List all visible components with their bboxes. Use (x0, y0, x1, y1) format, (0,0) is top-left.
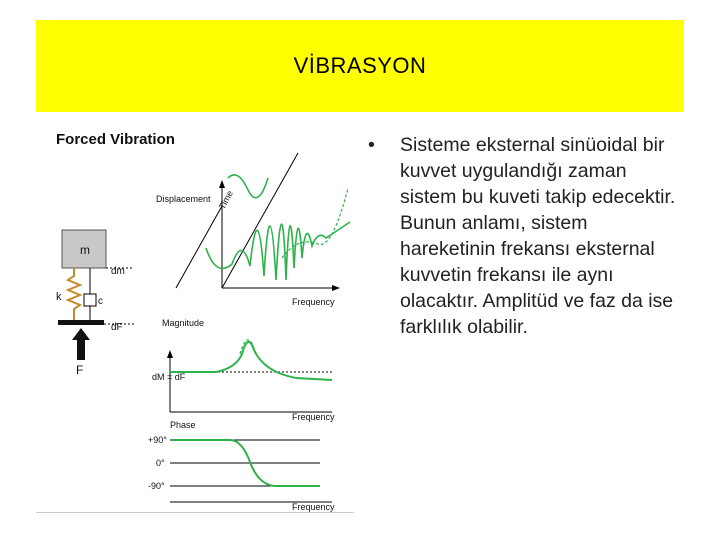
displacement-curve (206, 222, 350, 280)
displacement-plot (156, 153, 350, 307)
phase-plot (148, 420, 335, 512)
magnitude-plot (152, 318, 335, 422)
force-arrow-icon (72, 328, 90, 360)
time-label: Time (216, 188, 236, 211)
forced-vibration-diagram (36, 118, 354, 512)
frequency-label-2: Frequency (292, 412, 335, 422)
dm-label: dm (111, 266, 125, 277)
title-band (36, 20, 684, 112)
magnitude-curve (170, 342, 332, 380)
forced-vibration-figure (36, 118, 354, 513)
mass-spring-damper (56, 230, 134, 377)
damper-label: c (98, 296, 103, 307)
spring-icon (68, 268, 80, 320)
bullet-list (368, 132, 678, 340)
mass-label: m (80, 243, 90, 257)
force-label: F (76, 363, 84, 377)
damper-icon (84, 294, 96, 306)
magnitude-label: Magnitude (162, 318, 205, 328)
frequency-label-1: Frequency (292, 297, 335, 307)
spring-label: k (56, 291, 62, 303)
base-plate (58, 320, 104, 325)
df-label: dF (111, 322, 123, 333)
phase-minus-label: -90° (148, 481, 165, 491)
phase-plus-label: +90° (148, 435, 167, 445)
bullet-text: Sisteme eksternal sinüoidal bir kuvvet uygulandığı zaman sistem bu kuveti takip edecektir. Bunun anlamı, sistem hareketinin frekansı eksternal kuvvetin frekansı ile aynı olacaktır. Amplitüd ve faz da ise farklılık olabilir. (400, 134, 676, 338)
equal-label: dM = dF (152, 372, 186, 382)
phase-label: Phase (170, 420, 196, 430)
figure-heading: Forced Vibration (56, 131, 175, 148)
bullet-marker: • (368, 134, 375, 156)
phase-zero-label: 0° (156, 458, 165, 468)
time-axis (176, 206, 222, 288)
frequency-label-3: Frequency (292, 502, 335, 512)
slide-title: VİBRASYON (293, 53, 427, 78)
displacement-label: Displacement (156, 194, 211, 204)
